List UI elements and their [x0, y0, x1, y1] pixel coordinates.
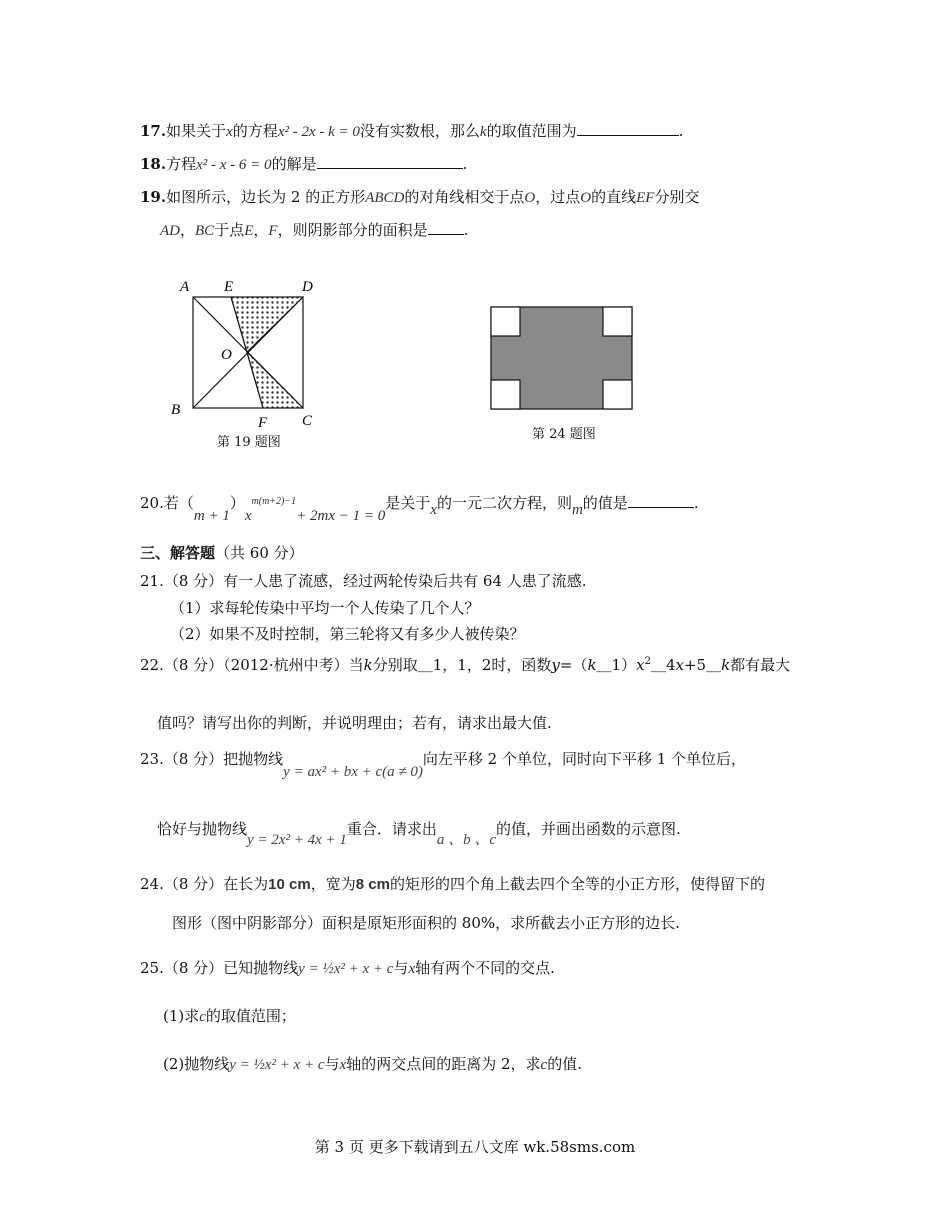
question-23-cont [157, 818, 681, 848]
q25-var: c [540, 1057, 548, 1073]
q18-number: 18. [140, 155, 167, 173]
q19-number: 19. [140, 188, 167, 206]
q17-text: 没有实数根，那么 [359, 122, 480, 140]
q17-number: 17. [140, 122, 167, 140]
q22-var: y [551, 656, 560, 674]
q20-text: 是关于 [385, 494, 431, 512]
q22-text: 分别取 [372, 656, 418, 674]
q25-text: 轴的两交点间的距离为 2，求 [346, 1055, 541, 1073]
q19-text: 的对角线相交于点 [404, 188, 525, 206]
q23-text: 23.（8 分）把抛物线 [140, 750, 284, 768]
corner-square [491, 307, 520, 336]
label-b: B [171, 402, 181, 418]
corner-square [491, 380, 520, 409]
q24-text: 的矩形的四个角上截去四个全等的小正方形，使得留下的 [389, 875, 765, 893]
q25-equation: y = ½x² + x + c [229, 1057, 325, 1073]
q19-end: . [463, 221, 469, 239]
q22-var: x [636, 656, 645, 674]
q20-number: 20. [140, 494, 164, 512]
q17-var: k [479, 124, 487, 140]
q20-coef: m + 1 [193, 508, 230, 524]
q17-text: 的取值范围为 [486, 122, 577, 140]
question-20: 20.若$(m + 1)x^{m(m+2)-1}+ 2mx - 1 = 0$是关于x的一元二次方程，则m的值是 . [140, 494, 699, 524]
q25-text: 轴有两个不同的交点. [415, 959, 555, 977]
question-17 [140, 120, 683, 141]
q19-var: BC [195, 223, 215, 239]
q19-text: ， [253, 221, 269, 239]
q18-end: . [462, 155, 468, 173]
q22-text: 时，函数 [491, 656, 552, 674]
q25-text: 与 [324, 1055, 340, 1073]
q19-text: ， [180, 221, 196, 239]
q19-text: 如图所示，边长为 2 的正方形 [166, 188, 366, 206]
q20-text: 若（ [163, 494, 194, 512]
q24-text: ，宽为 [310, 875, 356, 893]
q23-text: 恰好与抛物线 [157, 820, 248, 838]
page-footer: 第 3 页 更多下载请到五八文库 wk.58sms.com [314, 1138, 636, 1156]
q22-text: 22.（8 分）（2012·杭州中考）当 [140, 656, 364, 674]
q20-exponent: m(m+2)−1 [251, 496, 297, 507]
q17-text: 的方程 [232, 122, 278, 140]
question-18 [140, 153, 467, 174]
question-19 [140, 186, 699, 207]
question-24-cont: 图形（图中阴影部分）面积是原矩形面积的 80%，求所截去小正方形的边长. [172, 914, 680, 932]
q19-var: ABCD [365, 190, 405, 206]
q25-var: x [408, 961, 416, 977]
q23-equation: y = 2x² + 4x + 1 [247, 832, 347, 848]
figure-19-caption: 第 19 题图 [217, 435, 281, 450]
q19-var: E [244, 223, 254, 239]
q24-length: 10 cm [268, 876, 311, 893]
q17-var: x [226, 124, 233, 140]
q19-var: O [580, 190, 592, 206]
q23-text: 重合．请求出 [346, 820, 437, 838]
section-score: （共 60 分） [215, 544, 304, 562]
q18-equation: x² - x - 6 = 0 [196, 157, 272, 173]
q23-text: 的值，并画出函数的示意图. [496, 820, 681, 838]
figure-24 [490, 306, 635, 411]
question-22 [140, 654, 790, 675]
label-a: A [180, 279, 190, 295]
q17-equation: x² - 2x - k = 0 [277, 124, 360, 140]
answer-blank [428, 220, 464, 235]
answer-blank [317, 154, 463, 169]
q23-equation: y = ax² + bx + c(a ≠ 0) [283, 764, 423, 780]
q20-end: . [693, 494, 699, 512]
answer-blank [577, 121, 679, 136]
label-o: O [221, 347, 232, 363]
q20-var: x [430, 502, 437, 518]
q25-equation: y = ½x² + x + c [298, 961, 394, 977]
q19-text: ，过点 [535, 188, 581, 206]
figure-24-caption: 第 24 题图 [532, 427, 596, 442]
q19-text: ，则阴影部分的面积是 [277, 221, 428, 239]
q23-vars: a 、b 、c [436, 832, 497, 848]
q22-var: k [363, 656, 373, 674]
question-25-part-2 [163, 1053, 582, 1074]
question-21: 21.（8 分）有一人患了流感，经过两轮传染后共有 64 人患了流感. [140, 572, 587, 590]
q19-text: 分别交 [654, 188, 700, 206]
q25-text: 的值. [547, 1055, 582, 1073]
q25-var: c [199, 1009, 206, 1025]
q23-text: 向左平移 2 个单位，同时向下平移 1 个单位后， [422, 750, 747, 768]
q19-var: O [524, 190, 536, 206]
q20-text: ） [229, 494, 245, 512]
q25-text: 25.（8 分）已知抛物线 [140, 959, 299, 977]
q19-text: 的直线 [591, 188, 637, 206]
question-24 [140, 873, 765, 894]
q22-var: k [721, 656, 731, 674]
q25-var: x [339, 1057, 347, 1073]
shaded-triangle-top [231, 297, 303, 352]
question-22-cont: 值吗？请写出你的判断，并说明理由；若有，请求出最大值. [157, 714, 552, 732]
q19-var: EF [636, 190, 655, 206]
q22-text: ＿1） [596, 656, 637, 674]
corner-square [603, 307, 632, 336]
q20-text: 的值是 [582, 494, 628, 512]
q18-text: 方程 [166, 155, 197, 173]
label-e: E [224, 279, 234, 295]
section-title: 三、解答题 [140, 544, 216, 562]
label-f: F [258, 415, 268, 431]
q25-text: (1)求 [163, 1007, 200, 1025]
q25-text: 的取值范围； [205, 1007, 296, 1025]
question-21-part-2: （2）如果不及时控制，第三轮将又有多少人被传染？ [170, 625, 525, 643]
question-25 [140, 957, 555, 978]
q22-values: ＿1，1，2 [417, 656, 492, 674]
q17-text: 如果关于 [166, 122, 227, 140]
q22-var: x [675, 656, 684, 674]
q22-text: =（ [559, 656, 588, 674]
q20-text: 的一元二次方程，则 [436, 494, 572, 512]
label-c: C [302, 413, 313, 429]
label-d: D [302, 279, 313, 295]
question-21-part-1: （1）求每轮传染中平均一个人传染了几个人？ [170, 599, 480, 617]
q22-text: ＿4 [650, 656, 676, 674]
q19-text: 于点 [214, 221, 245, 239]
question-19-cont [160, 219, 468, 240]
q22-var: k [587, 656, 597, 674]
question-23 [140, 748, 747, 780]
answer-blank [628, 493, 694, 508]
q22-exponent: 2 [644, 656, 651, 667]
q22-text: +5＿ [683, 656, 722, 674]
q17-end: . [678, 122, 684, 140]
q20-var: m [571, 502, 583, 518]
q24-width: 8 cm [355, 876, 390, 893]
q19-var: AD [160, 223, 180, 239]
q25-text: 与 [393, 959, 409, 977]
q25-text: (2)抛物线 [163, 1055, 230, 1073]
question-25-part-1 [163, 1005, 296, 1026]
section-3-heading [140, 542, 304, 563]
q20-equation: + 2mx − 1 = 0 [296, 508, 386, 524]
q18-text: 的解是 [271, 155, 317, 173]
q19-var: F [268, 223, 278, 239]
figure-19 [160, 270, 340, 450]
q22-text: 都有最大 [730, 656, 791, 674]
corner-square [603, 380, 632, 409]
q24-text: 24.（8 分）在长为 [140, 875, 269, 893]
